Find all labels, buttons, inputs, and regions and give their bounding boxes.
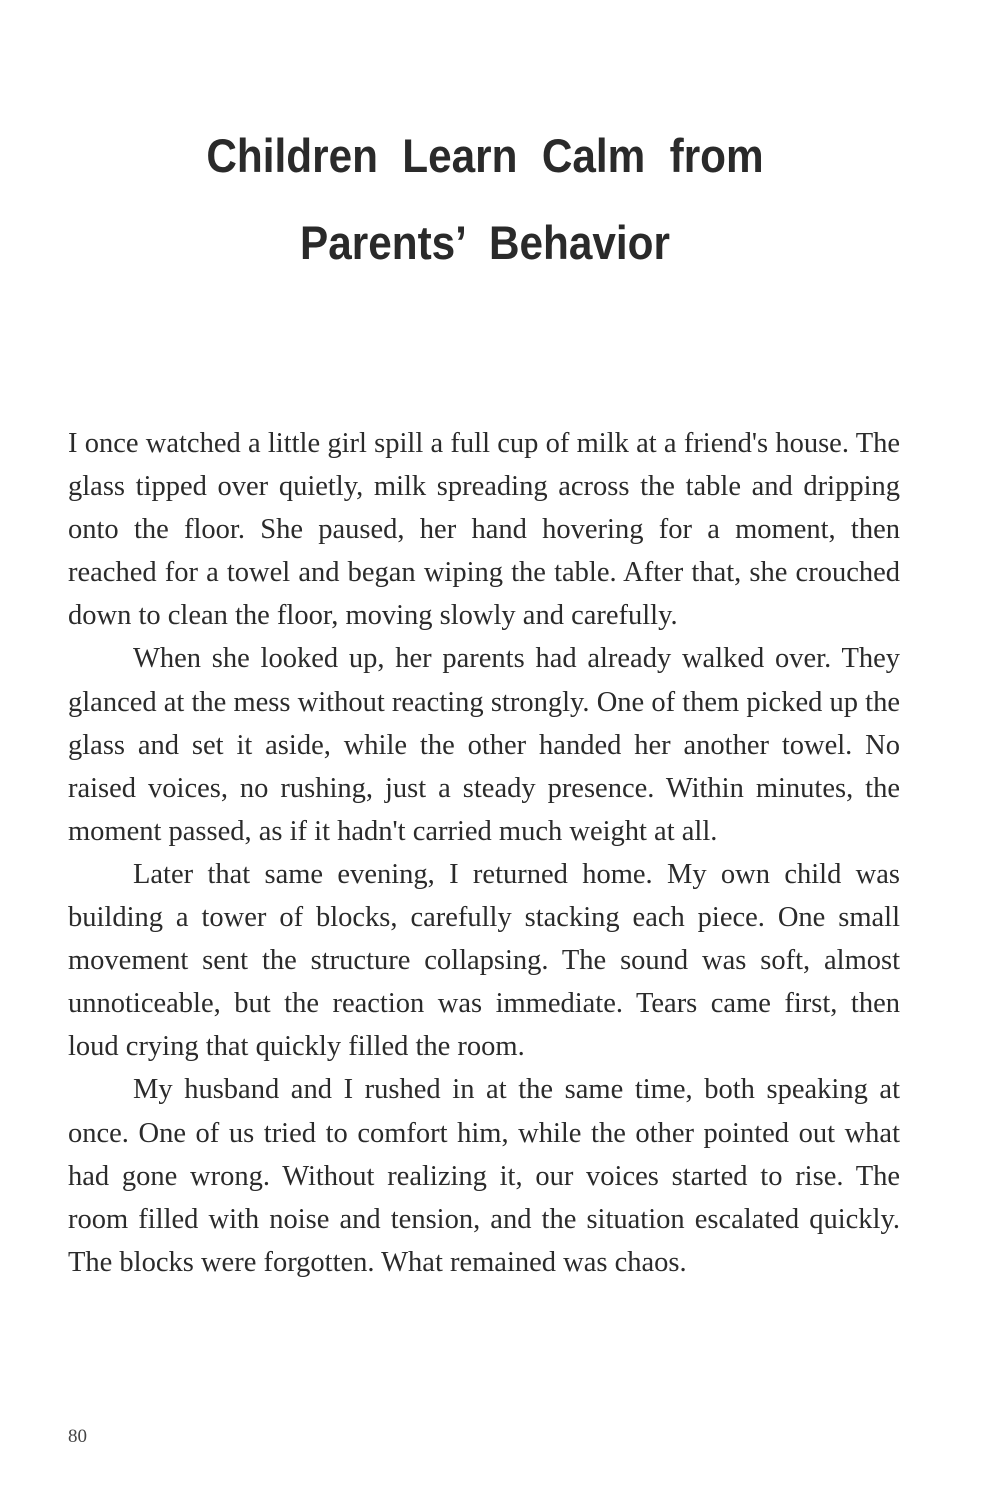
body-text — [68, 422, 900, 1284]
page-number: 80 — [68, 1426, 87, 1447]
paragraph-3: Later that same evening, I returned home. My own child was building a tower of blocks, carefully stacking each piece. One small movement sent the structure collapsing. The sound was soft, almost unnoticeable, but the reaction was immediate. Tears came first, then loud crying that quickly filled the room. — [68, 858, 900, 1063]
paragraph-2: When she looked up, her parents had already walked over. They glanced at the mess without reacting strongly. One of them picked up the glass and set it aside, while the other handed her another towel. No raised voices, no rushing, just a steady presence. Within minutes, the moment passed, as if it hadn't carried much weight at all. — [68, 643, 900, 847]
paragraph-4: My husband and I rushed in at the same time, both speaking at once. One of us tried to comfort him, while the other pointed out what had gone wrong. Without realizing it, our voices started to rise. The room filled with noise and tension, and the situation escalated quickly. The blocks were forgotten. What remained was chaos. — [68, 1074, 900, 1278]
chapter-title-line-1: Children Learn Calm from — [206, 129, 764, 182]
paragraph-1: I once watched a little girl spill a full cup of milk at a friend's house. The glass tipped over quietly, milk spreading across the table and dripping onto the floor. She paused, her hand hovering for a moment, then reached for a towel and began wiping the table. After that, she crouched down to clean the floor, moving slowly and carefully. — [68, 428, 900, 632]
chapter-title-line-2: Parents’ Behavior — [300, 216, 670, 269]
chapter-title — [130, 112, 841, 286]
